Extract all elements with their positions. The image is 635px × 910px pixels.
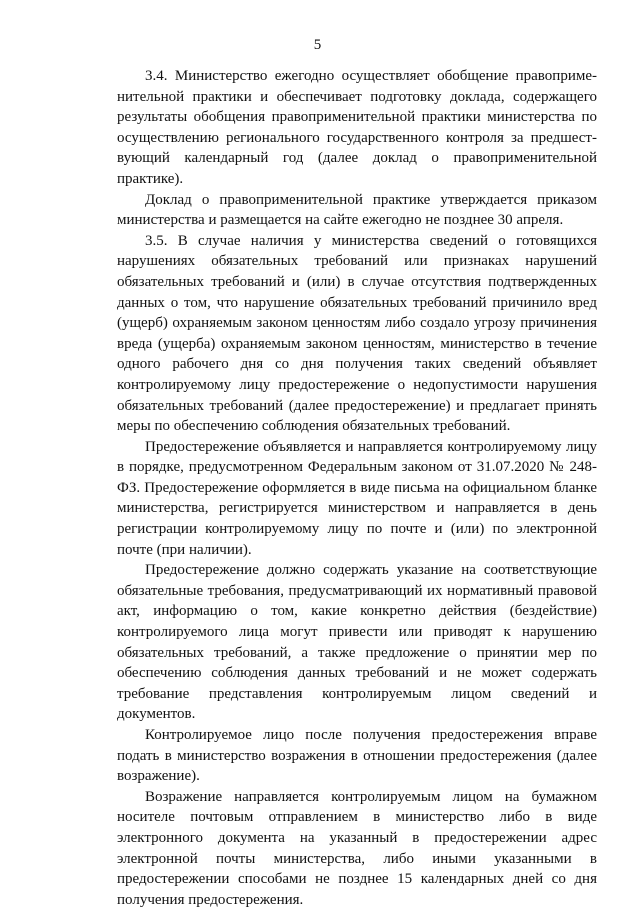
page-number: 5 [313, 37, 322, 53]
document-body [117, 66, 597, 910]
paragraph-objection-right: Контролируемое лицо после получения предостережения вправе подать в министерство возражения в отношении предостережения (далее возражение). [117, 727, 597, 785]
paragraph-report-approval: Доклад о правоприменительной практике утверждается приказом министерства и размещается на сайте ежегодно не позднее 30 апреля. [117, 191, 597, 229]
paragraph-warning-content: Предостережение должно содержать указание на соответствующие обязательные требования, предусматривающий их нормативный правовой акт, информацию о том, какие конкретно действия (бездействие) контролируемого лица могут привести или приводят к нарушению обязательных требований, а также предложение о принятии мер по обеспечению соблюдения данных требований и не может содержать требование представления контролируемым лицом сведений и документов. [117, 562, 597, 723]
paragraph-objection-submission: Возражение направляется контролируемым лицом на бумажном носителе почтовым отправлением в министерство либо в виде электронного документа на указанный в предостережении адрес электронной почты министерства, либо иными указанными в предостережении способами не позднее 15 календарных дней со дня получения предостережения. [117, 788, 597, 908]
paragraph-3-4: 3.4. Министерство ежегодно осуществляет обобщение правоприменительной практики и обеспечивает подготовку доклада, содержащего результаты обобщения правоприменительной практики министерства по осуществлению регионального государственного контроля за предшествующий календарный год (далее доклад о правоприменительной практике). [117, 68, 597, 187]
paragraph-3-5: 3.5. В случае наличия у министерства сведений о готовящихся нарушениях обязательных требований или признаках нарушений обязательных требований и (или) в случае отсутствия подтвержденных данных о том, что нарушение обязательных требований причинило вред (ущерб) охраняемым законом ценностям либо создало угрозу причинения вреда (ущерба) охраняемым законом ценностям, министерство в течение одного рабочего дня со дня получения таких сведений объявляет контролируемому лицу предостережение о недопустимости нарушения обязательных требований (далее предостережение) и предлагает принять меры по обеспечению соблюдения обязательных требований. [117, 232, 597, 435]
paragraph-warning-procedure: Предостережение объявляется и направляется контролируемому лицу в порядке, предусмотренном Федеральным законом от 31.07.2020 № 248-ФЗ. Предостережение оформляется в виде письма на официальном бланке министерства, регистрируется министерством и направляется в день регистрации контролируемому лицу по почте и (или) по электронной почте (при наличии). [117, 438, 597, 558]
